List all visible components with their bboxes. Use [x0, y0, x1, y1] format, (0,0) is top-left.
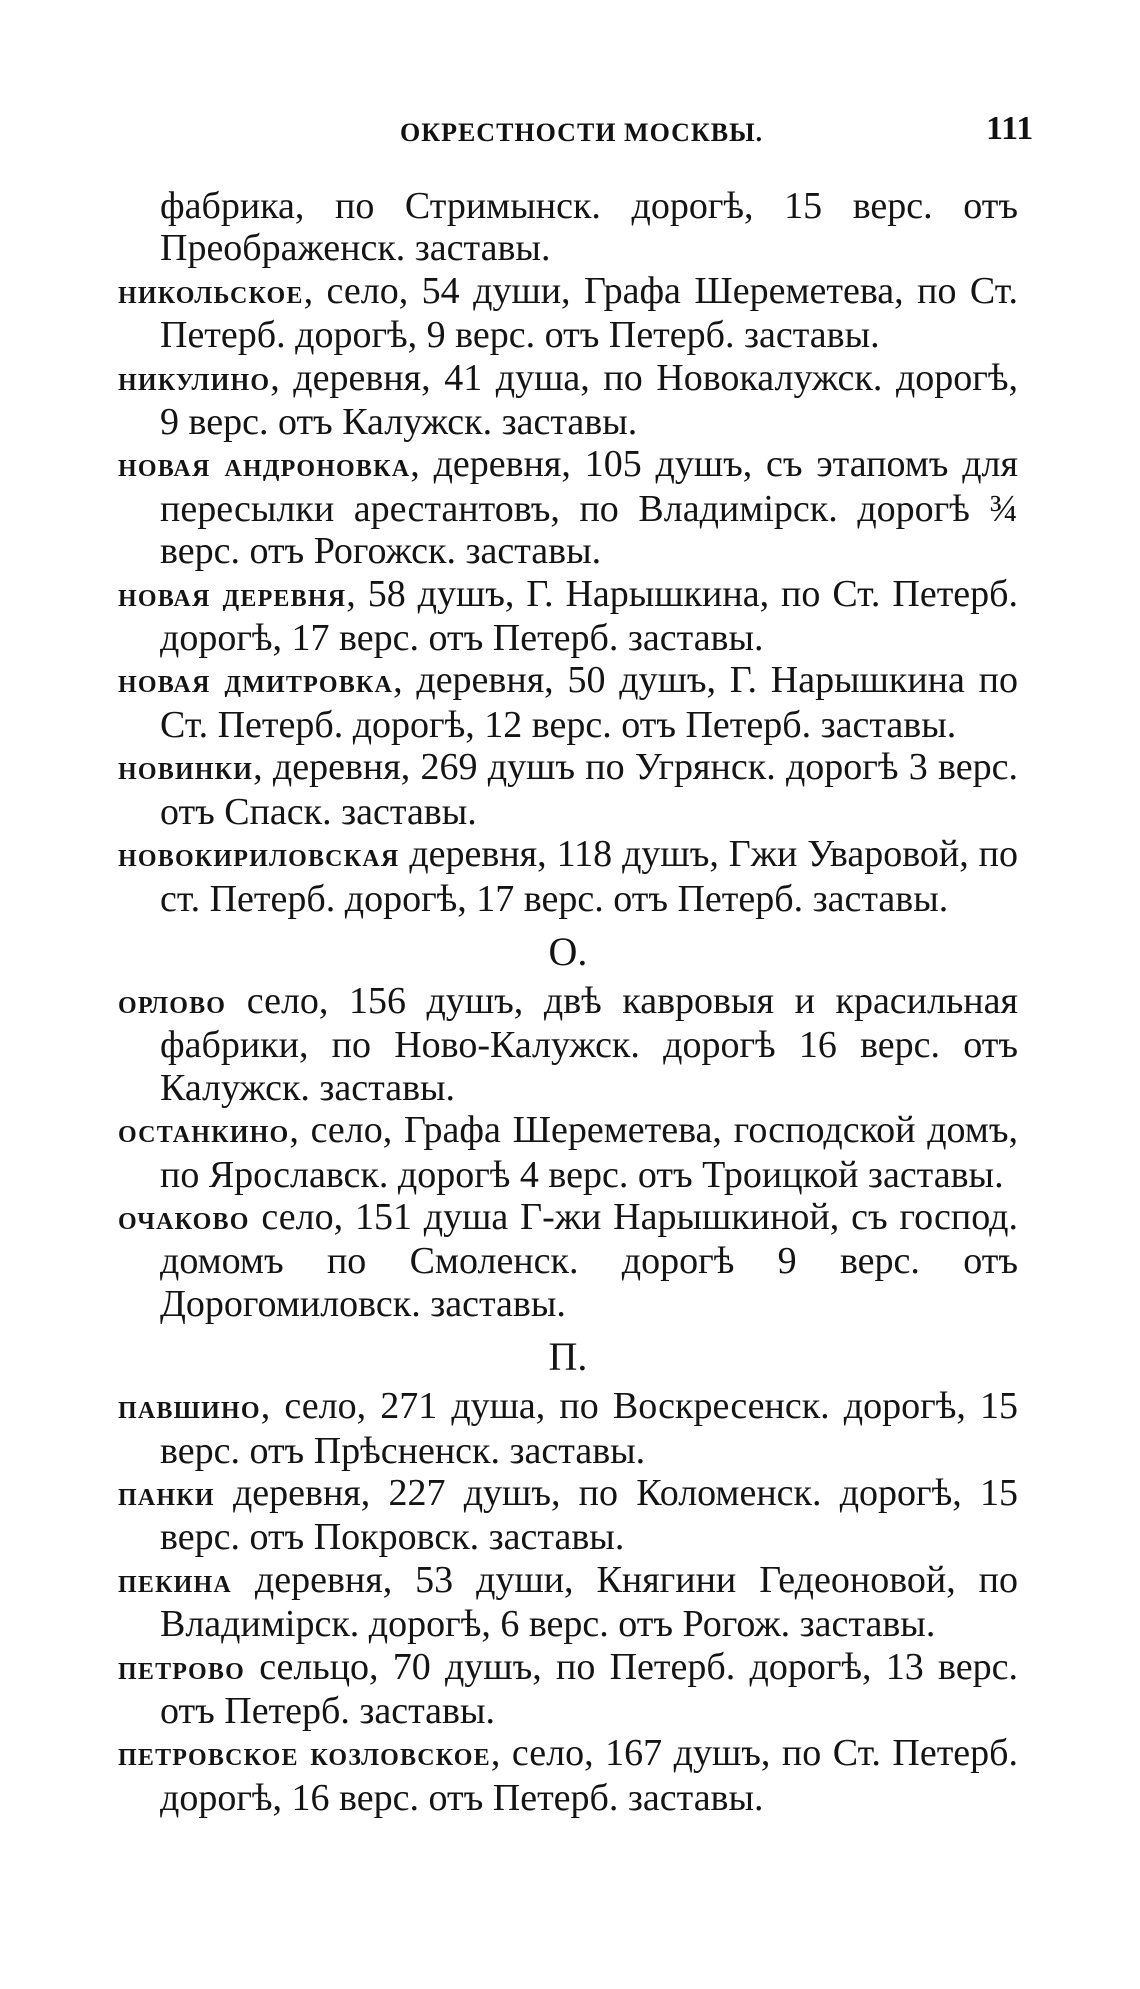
entry-text: , деревня, 41 душа, по Новокалужск. дорогѣ, 9 верс. отъ Калужск. заставы.	[160, 356, 1018, 444]
entry-text: , село, 54 души, Графа Шереметева, по Ст. Петерб. дорогѣ, 9 верс. отъ Петерб. заставы.	[160, 269, 1018, 357]
entry	[118, 1646, 1018, 1733]
entry-text: деревня, 53 души, Княгини Гедеоновой, по Владимірск. дорогѣ, 6 верс. отъ Рогож. заставы.	[160, 1558, 1018, 1646]
entry-text: деревня, 118 душъ, Гжи Уваровой, по ст. Петерб. дорогѣ, 17 верс. отъ Петерб. заставы.	[160, 833, 1018, 920]
entry	[118, 573, 1018, 660]
entry	[118, 1196, 1018, 1325]
entry-text: , село, 271 душа, по Воскресенск. дорогѣ, 15 верс. отъ Прѣсненск. заставы.	[160, 1385, 1018, 1472]
entry-text: , деревня, 105 душъ, съ этапомъ для пересылки арестантовъ, по Владимірск. дорогѣ ¾ верс. отъ Рогожск. заставы.	[160, 443, 1018, 573]
entry-text: деревня, 227 душъ, по Коломенск. дорогѣ, 15 верс. отъ Покровск. заставы.	[160, 1471, 1018, 1559]
page-header	[0, 110, 1140, 158]
entry	[118, 1559, 1018, 1646]
entry	[118, 443, 1018, 572]
entry-text: село, 156 душъ, двѣ кавровыя и красильная фабрики, по Ново-Калужск. дорогѣ 16 верс. отъ Калужск. заставы.	[160, 979, 1018, 1109]
entry-text: сельцо, 70 душъ, по Петерб. дорогѣ, 13 верс. отъ Петерб. заставы.	[160, 1645, 1018, 1732]
entry-text: фабрика, по Стримынск. дорогѣ, 15 верс. отъ Преображенск. заставы.	[160, 185, 1018, 270]
entry-text: село, 151 душа Г-жи Нарышкиной, съ господ. домомъ по Смоленск. дорогѣ 9 верс. отъ Дорогомиловск. заставы.	[160, 1195, 1018, 1325]
entry	[118, 270, 1018, 357]
entry-keyword: новокириловская	[118, 837, 400, 875]
section-heading-o: О.	[548, 928, 588, 974]
entry-keyword: новая андроновка	[118, 447, 411, 485]
entry-keyword: очаково	[118, 1199, 250, 1237]
entry-keyword: павшино	[118, 1389, 261, 1427]
entry-keyword: никулино	[118, 360, 271, 398]
entry-text: , село, 167 душъ, по Ст. Петерб. дорогѣ, 16 верс. отъ Петерб. заставы.	[160, 1732, 1018, 1819]
entry-keyword: петрово	[118, 1649, 245, 1687]
entry-keyword: новая деревня	[118, 576, 347, 614]
entry-keyword: панки	[118, 1475, 215, 1513]
entry-keyword: останкино	[118, 1113, 290, 1151]
entry-text: , село, Графа Шереметева, господской домъ, по Ярославск. дорогѣ 4 верс. отъ Троицкой заставы.	[160, 1109, 1018, 1196]
running-head: ОКРЕСТНОСТИ МОСКВЫ.	[400, 118, 764, 147]
entry	[118, 1472, 1018, 1559]
entry-keyword: никольское	[118, 273, 304, 311]
entry	[118, 357, 1018, 444]
entry	[118, 746, 1018, 833]
page-number: 111	[986, 110, 1034, 147]
entry-text: , деревня, 269 душъ по Угрянск. дорогѣ 3 верс. отъ Спаск. заставы.	[160, 746, 1018, 833]
entry-keyword: петровское козловское	[118, 1736, 491, 1774]
entry-continuation	[118, 185, 1018, 270]
entry	[118, 833, 1018, 920]
page-body	[118, 185, 1018, 1819]
entry	[118, 980, 1018, 1109]
entry-keyword: пекина	[118, 1562, 232, 1600]
entry	[118, 659, 1018, 746]
entry	[118, 1385, 1018, 1472]
entry-keyword: новинки	[118, 750, 254, 788]
entry	[118, 1109, 1018, 1196]
entry-text: , деревня, 50 душъ, Г. Нарышкина по Ст. Петерб. дорогѣ, 12 верс. отъ Петерб. заставы.	[160, 659, 1019, 746]
entry-keyword: орлово	[118, 983, 227, 1021]
section-heading-p: П.	[548, 1334, 588, 1380]
entry-keyword: новая дмитровка	[118, 663, 394, 701]
entry	[118, 1732, 1018, 1819]
entry-text: , 58 душъ, Г. Нарышкина, по Ст. Петерб. дорогѣ, 17 верс. отъ Петерб. заставы.	[160, 572, 1018, 660]
